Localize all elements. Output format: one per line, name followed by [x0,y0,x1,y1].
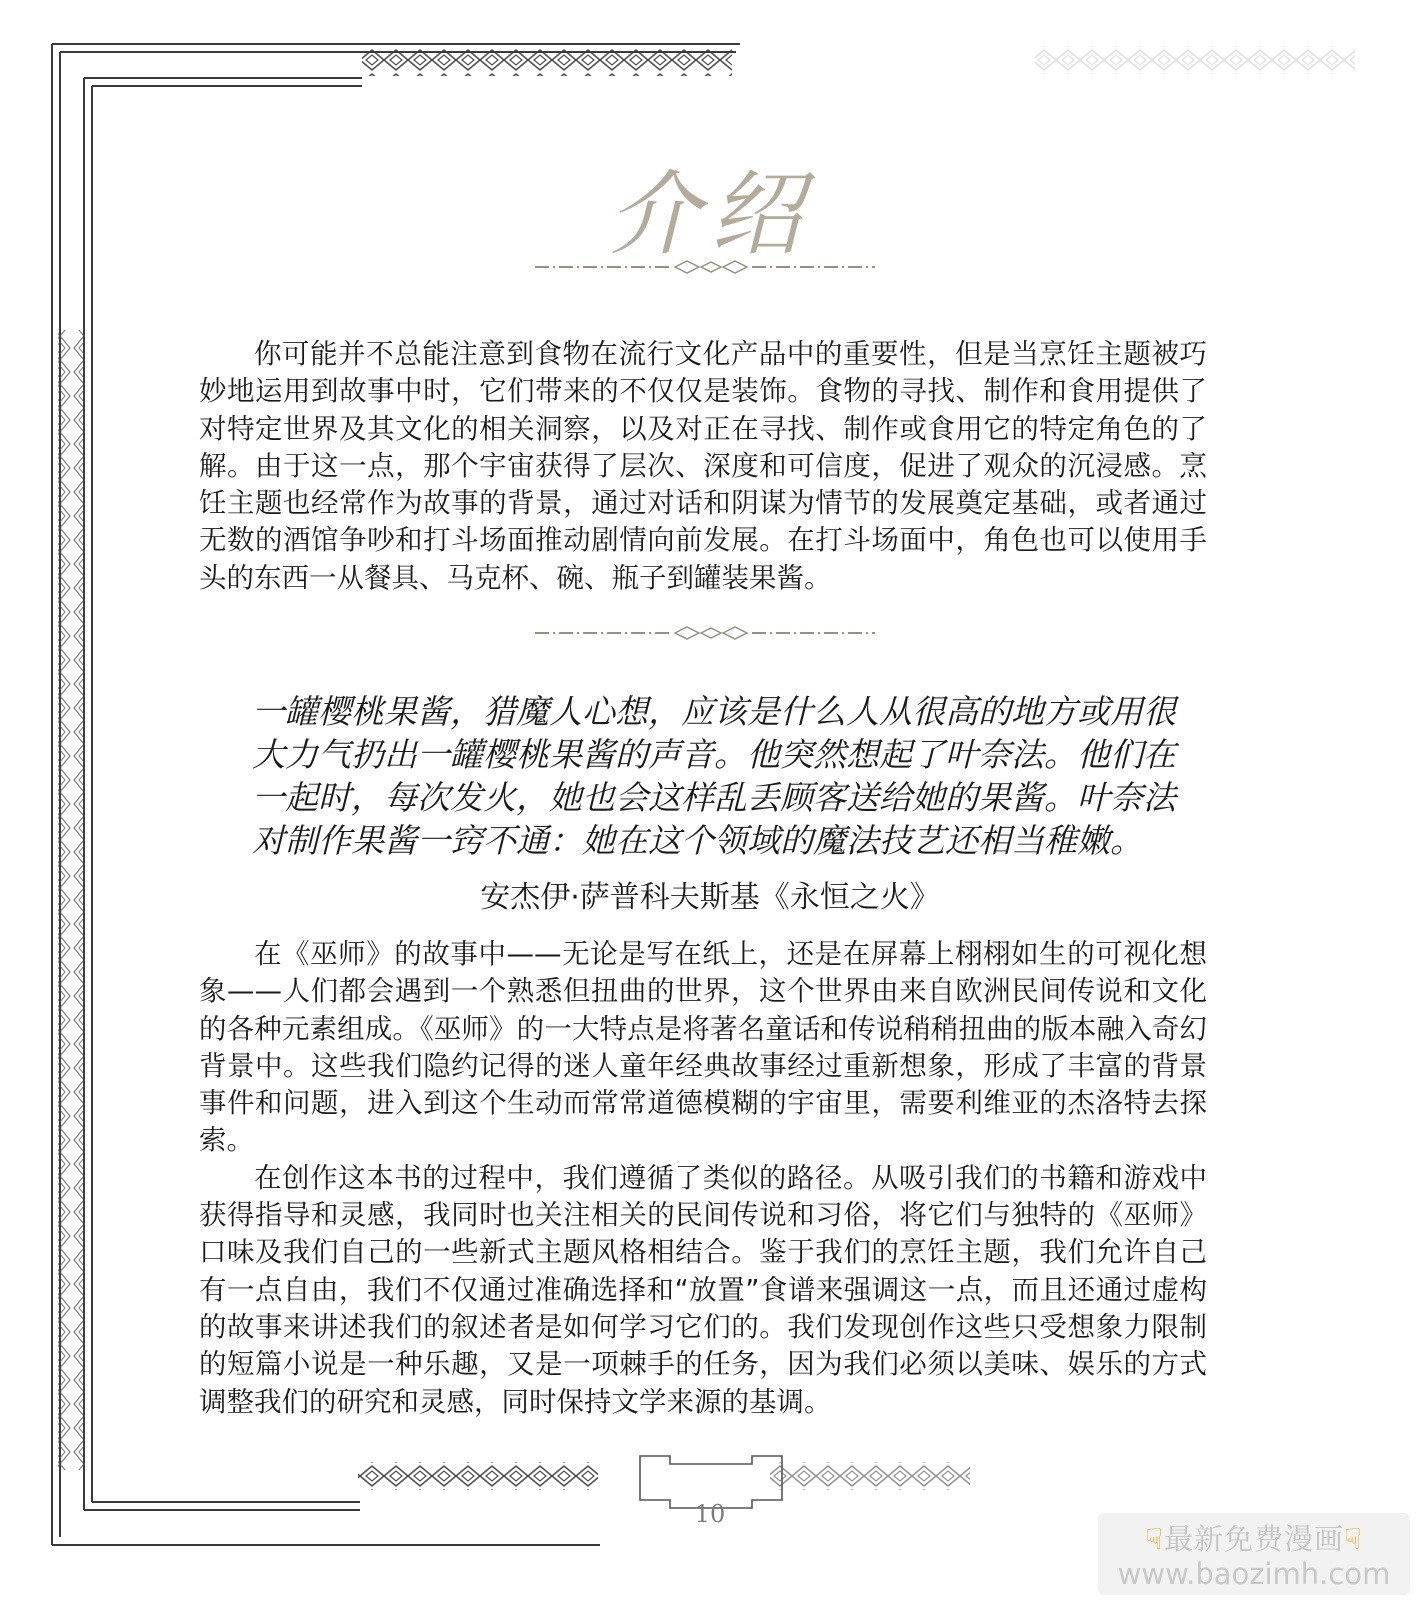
paragraph-3: 在创作这本书的过程中，我们遵循了类似的路径。从吸引我们的书籍和游戏中获得指导和灵感，我同时也关注相关的民间传说和习俗，将它们与独特的《巫师》口味及我们自己的一些新式主题风格相结合。鉴于我们的烹饪主题，我们允许自己有一点自由，我们不仅通过准确选择和“放置”食谱来强调这一点，而且还通过虚构的故事来讲述我们的叙述者是如何学习它们的。我们发现创作这些只受想象力限制的短篇小说是一种乐趣，又是一项棘手的任务，因为我们必须以美味、娱乐的方式调整我们的研究和灵感，同时保持文学来源的基调。 [199,1161,1207,1418]
ornament-divider-top [535,256,875,278]
quote-attribution: 安杰伊·萨普科夫斯基《永恒之火》 [480,880,940,915]
intro-paragraph: 你可能并不总能注意到食物在流行文化产品中的重要性，但是当烹饪主题被巧妙地运用到故事中时，它们带来的不仅仅是装饰。食物的寻找、制作和食用提供了对特定世界及其文化的相关洞察，以及对正在寻找、制作或食用它的特定角色的了解。由于这一点，那个宇宙获得了层次、深度和可信度，促进了观众的沉浸感。烹饪主题也经常作为故事的背景，通过对话和阴谋为情节的发展奠定基础，或者通过无数的酒馆争吵和打斗场面推动剧情向前发展。在打斗场面中，角色也可以使用手头的东西一从餐具、马克杯、碗、瓶子到罐装果酱。 [199,338,1207,594]
site-watermark [1098,1513,1410,1595]
paragraph-2: 在《巫师》的故事中——无论是写在纸上，还是在屏幕上栩栩如生的可视化想象——人们都会遇到一个熟悉但扭曲的世界，这个世界由来自欧洲民间传说和文化的各种元素组成。《巫师》的一大特点是将著名童话和传说稍稍扭曲的版本融入奇幻背景中。这些我们隐约记得的迷人童年经典故事经过重新想象，形成了丰富的背景事件和问题，进入到这个生动而常常道德模糊的宇宙里，需要利维亚的杰洛特去探索。 [199,938,1207,1157]
pointing-hand-icon: ☟ [1145,1522,1164,1556]
intro-section [199,336,1207,597]
main-section [199,936,1207,1421]
epigraph-quote [252,690,1192,862]
ornament-divider-middle [535,622,875,644]
page-number: 10 [694,1500,726,1528]
watermark-title: 最新免费漫画 [1163,1522,1344,1556]
watermark-url: www.baozimh.com [1117,1557,1391,1591]
watermark-line-1 [1098,1517,1410,1558]
quote-text: 一罐樱桃果酱，猎魔人心想，应该是什么人从很高的地方或用很大力气扔出一罐樱桃果酱的声音。他突然想起了叶奈法。他们在一起时，每次发火，她也会这样乱丢顾客送给她的果酱。叶奈法对制作果酱一窍不通：她在这个领域的魔法技艺还相当稚嫩。 [252,692,1176,860]
page-title: 介绍 [607,161,812,268]
pointing-hand-icon: ☟ [1344,1522,1363,1556]
